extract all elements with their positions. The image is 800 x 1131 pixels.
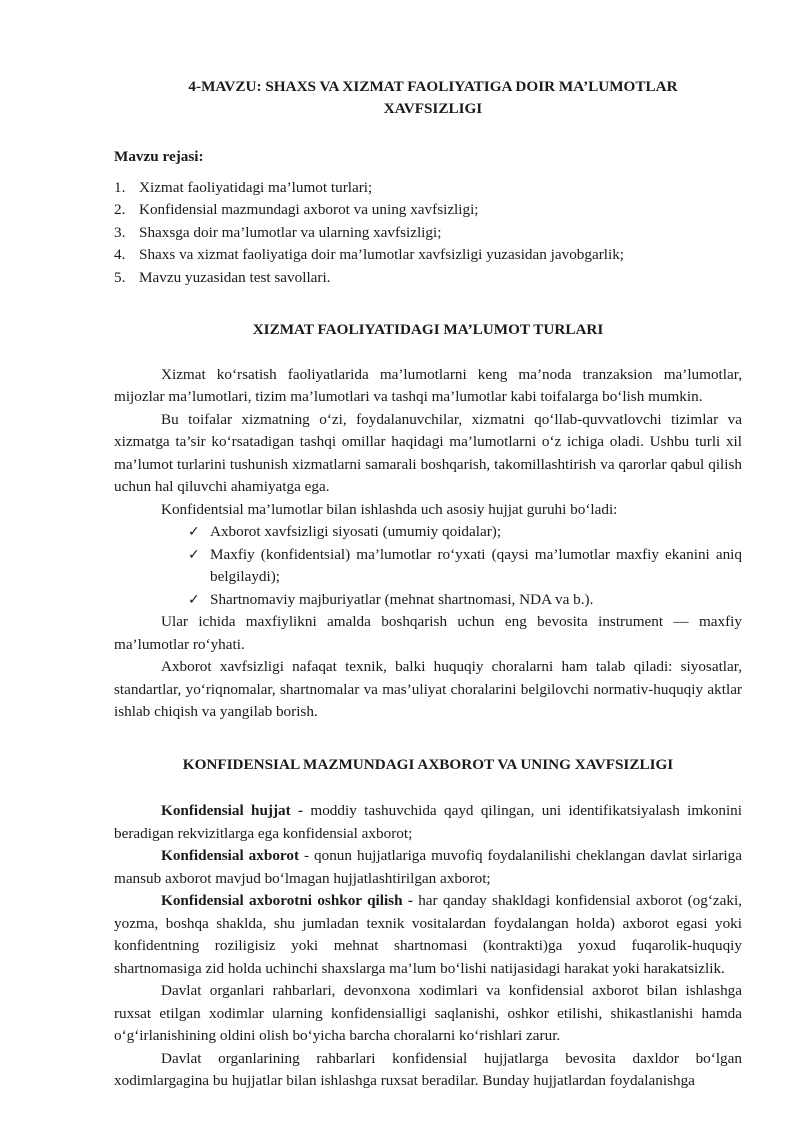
plan-heading: Mavzu rejasi: [114,148,204,165]
section-1-heading: XIZMAT FAOLIYATIDAGI MA’LUMOT TURLARI [252,321,604,338]
section-2-heading: KONFIDENSIAL MAZMUNDAGI AXBOROT VA UNING XAVFSIZLIGI [182,755,674,773]
check-item-text: Axborot xavfsizligi siyosati (umumiy qoidalar); [210,523,502,540]
plan-item-number: 4. [114,246,126,263]
check-list-item [188,521,742,544]
plan-item-text: Xizmat faoliyatidagi ma’lumot turlari; [139,178,373,196]
title-line-2: XAVFSIZLIGI [383,100,483,117]
section-1-paragraph-1: Xizmat ko‘rsatish faoliyatlarida ma’lumotlarni keng ma’noda tranzaksion ma’lumotlar, mijozlar ma’lumotlari, tizim ma’lumotlari va tashqi ma’lumotlar kabi toifalarga bo‘lish mumkin. [114,365,742,405]
plan-item-text: Shaxsga doir ma’lumotlar va ularning xavfsizligi; [139,223,442,241]
check-mark-icon: ✓ [188,546,200,563]
check-list-item [188,589,742,612]
section-1-paragraph-4: Ular ichida maxfiylikni amalda boshqarish uchun eng bevosita instrument — maxfiy ma’lumotlar ro‘yhati. [114,613,742,653]
section-1-paragraph-2: Bu toifalar xizmatning o‘zi, foydalanuvchilar, xizmatni qo‘llab-quvvatlovchi tizimlar va xizmatga ta’sir ko‘rsatadigan tashqi omillar haqidagi ma’lumotlarni o‘z ichiga oladi. Ushbu turli xil ma’lumot turlarini tushunish xizmatlarni samarali boshqarish, takomillashtirish va qarorlar qabul qilish uchun hal qiluvchi ahamiyatga ega. [114,410,742,495]
plan-item [114,222,742,245]
plan-item-number: 3. [114,223,126,241]
plan-item [114,244,742,267]
definition-confidential-document [114,800,742,845]
section-1-paragraph-5: Axborot xavfsizligi nafaqat texnik, balki huquqiy choralarni ham talab qiladi: siyosatlar, standartlar, yo‘riqnomalar, shartnomalar va mas’uliyat choralarini belgilovchi normativ-huquqiy aktlar ishlab chiqish va yangilab borish. [114,658,742,720]
plan-item [114,267,742,290]
check-item-text: Maxfiy (konfidentsial) ma’lumotlar ro‘yxati (qaysi ma’lumotlar maxfiy ekanini aniq belgilaydi); [210,545,742,585]
plan-item [114,177,742,200]
section-1-paragraph-3: Konfidentsial ma’lumotlar bilan ishlashda uch asosiy hujjat guruhi bo‘ladi: [161,500,618,518]
definition-text: har qanday shakldagi konfidensial axborot (og‘zaki, yozma, boshqa shaklda, shu jumladan texnik vositalardan foydalangan holda) axborot egasi yoki konfidentning roziligisiz yoki mehnat shartnomasi (kontrakti)ga yoxud fuqarolik-huquqiy shartnomasiga zid holda uchinchi shaxslarga ma’lum bo‘lishi natijasidagi harakat yoki harakatsizlik. [114,892,742,977]
plan-item-text: Mavzu yuzasidan test savollari. [139,268,331,286]
section-2-paragraph-4: Davlat organlari rahbarlari, devonxona xodimlari va konfidensial axborot bilan ishlashga ruxsat etilgan xodimlar ularning konfidensialligi saqlanishi, oshkor etilishi, shikastlanishi hamda o‘g‘irlanishining oldini olish bo‘yicha barcha choralarni ko‘rishlari zarur. [114,982,742,1044]
plan-item-number: 5. [114,268,126,286]
document-group-list [114,521,742,611]
document-title [154,76,712,120]
definition-term: Konfidensial hujjat - [161,802,304,819]
check-list-item [188,544,742,589]
definition-term: Konfidensial axborotni oshkor qilish - [161,892,413,909]
section-2-paragraph-5: Davlat organlarining rahbarlari konfidensial hujjatlarga bevosita daxldor bo‘lgan xodimlargagina bu hujjatlar bilan ishlashga ruxsat beradilar. Bunday hujjatlardan foydalanishga [114,1049,742,1089]
plan-item [114,199,742,222]
definition-disclosure [114,890,742,980]
plan-item-number: 2. [114,201,126,218]
plan-item-number: 1. [114,178,126,196]
plan-list [114,177,742,290]
plan-item-text: Shaxs va xizmat faoliyatiga doir ma’lumotlar xavfsizligi yuzasidan javobgarlik; [139,246,625,263]
check-mark-icon: ✓ [188,591,200,608]
check-item-text: Shartnomaviy majburiyatlar (mehnat shartnomasi, NDA va b.). [210,590,594,608]
definition-text: - qonun hujjatlariga muvofiq foydalanilishi cheklangan davlat sirlariga mansub axborot mavjud bo‘lmagan hujjatlashtirilgan axborot; [114,847,742,887]
check-mark-icon: ✓ [188,524,200,540]
definition-term: Konfidensial axborot [161,847,300,864]
title-line-1: 4-MAVZU: SHAXS VA XIZMAT FAOLIYATIGA DOIR MA’LUMOTLAR [188,78,678,95]
plan-item-text: Konfidensial mazmundagi axborot va uning xavfsizligi; [139,201,479,218]
definition-text: moddiy tashuvchida qayd qilingan, uni identifikatsiyalash imkonini beradigan rekvizitlarga ega konfidensial axborot; [114,802,742,842]
definition-confidential-information [114,845,742,890]
